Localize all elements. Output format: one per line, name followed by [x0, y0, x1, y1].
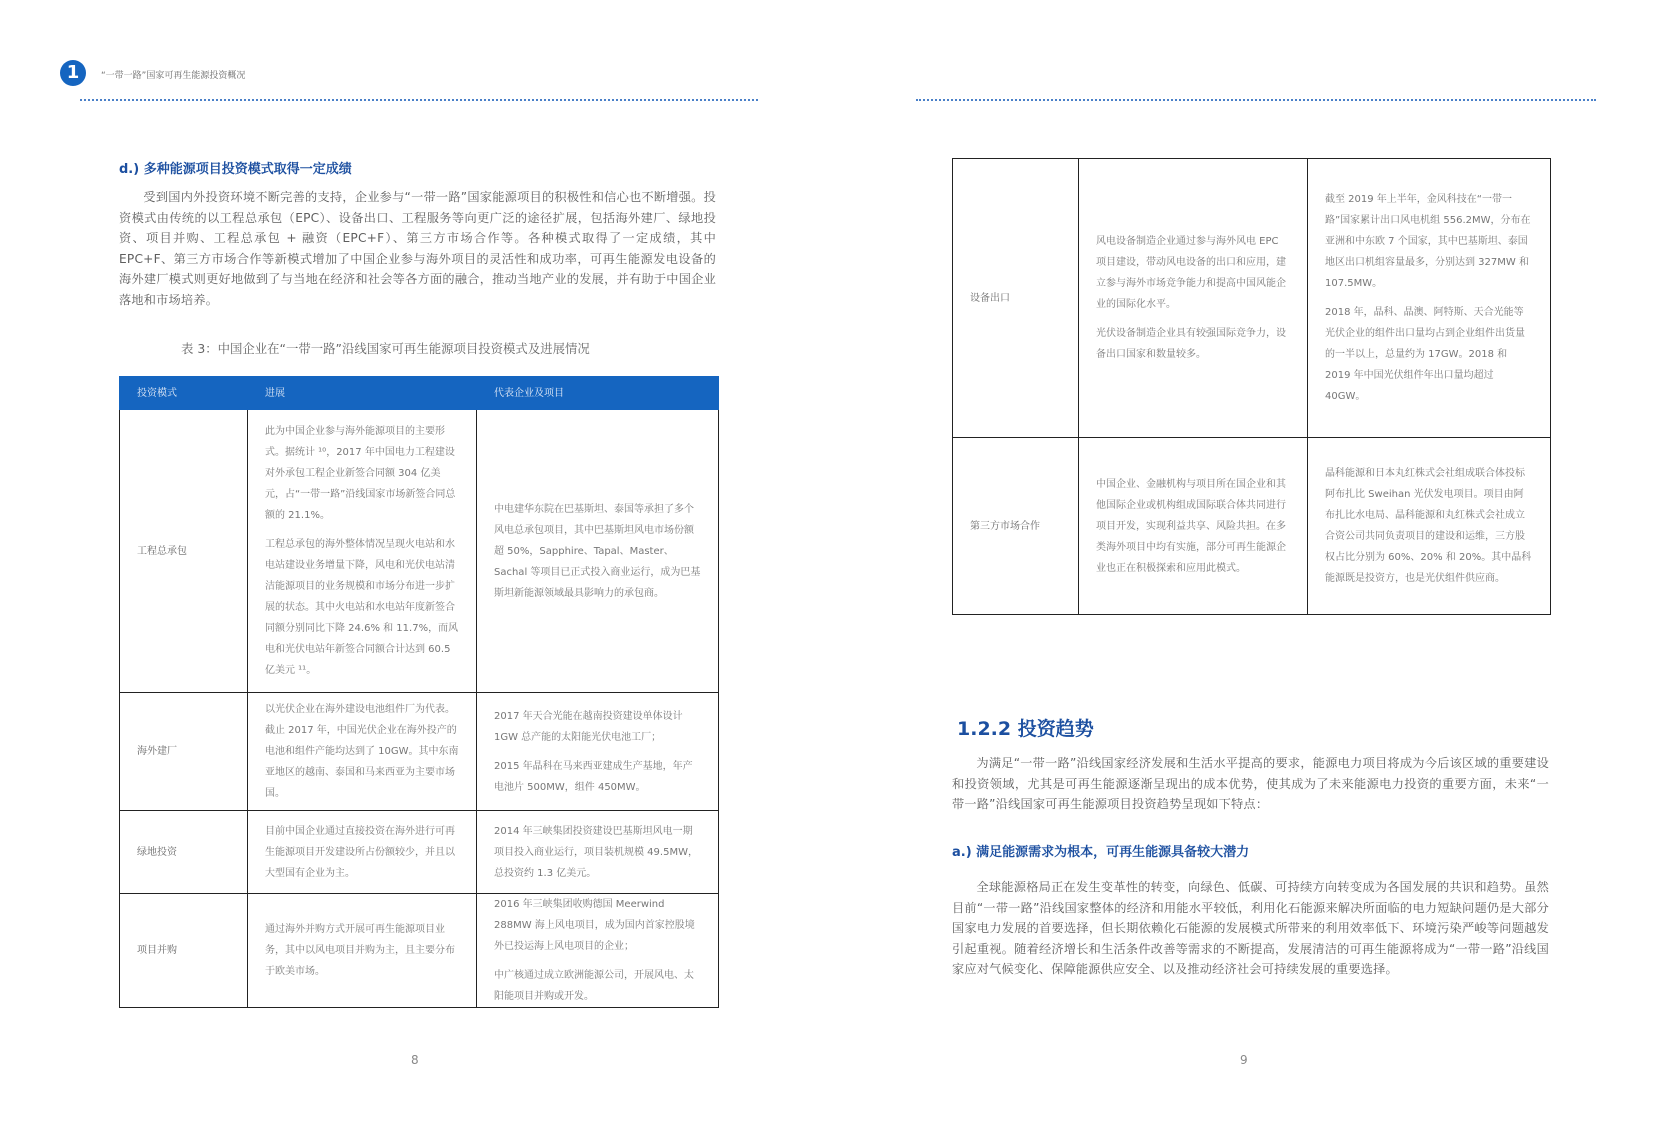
mode-cell: 设备出口 — [953, 159, 1079, 438]
section-title: 1.2.2 投资趋势 — [957, 718, 1094, 740]
cell-text: 2015 年晶科在马来西亚建成生产基地，年产电池片 500MW，组件 450MW。 — [494, 760, 693, 793]
cell-text: 风电设备制造企业通过参与海外风电 EPC 项目建设，带动风电设备的出口和应用，建立参与海外市场竞争能力和提高中国风能企业的国际化水平。 — [1096, 236, 1286, 310]
mode-cell: 绿地投资 — [120, 811, 248, 894]
header-divider-left — [80, 99, 758, 101]
page-number-right: 9 — [1240, 1053, 1248, 1067]
intro-paragraph: 为满足“一带一路”沿线国家经济发展和生活水平提高的要求，能源电力项目将成为今后该区域的重要建设和投资领域，尤其是可再生能源逐渐呈现出的成本优势，使其成为了未来能源电力投资的重要方面，未来“一带一路”沿线国家可再生能源项目投资趋势呈现如下特点： — [952, 756, 1549, 811]
mode-cell: 工程总承包 — [120, 410, 248, 693]
cell-text: 此为中国企业参与海外能源项目的主要形式。据统计 ¹⁰，2017 年中国电力工程建设对外承包工程企业新签合同额 304 亿美元，占“一带一路”沿线国家市场新签合同总额的 21.1%。 — [265, 426, 456, 521]
chapter-number-badge: 1 — [60, 60, 86, 86]
cell-text: 2018 年，晶科、晶澳、阿特斯、天合光能等光伏企业的组件出口量均占到企业组件出货量的一半以上，总量约为 17GW。2018 和 2019 年中国光伏组件年出口量均超过 40GW。 — [1325, 307, 1525, 402]
cell-text: 截至 2019 年上半年，金风科技在“一带一路”国家累计出口风电机组 556.2MW，分布在亚洲和中东欧 7 个国家，其中巴基斯坦、泰国地区出口机组容量最多，分别达到 327MW 和 107.5MW。 — [1325, 194, 1531, 289]
progress-cell — [248, 894, 477, 1008]
body-paragraph-right: 全球能源格局正在发生变革性的转变，向绿色、低碳、可持续方向转变成为各国发展的共识和趋势。虽然目前“一带一路”沿线国家整体的经济和用能水平较低，利用化石能源来解决所面临的电力短缺问题仍是大部分国家电力发展的首要选择，但长期依赖化石能源的发展模式所带来的利用效率低下、环境污染严峻等问题越发引起重视。随着经济增长和生活条件改善等需求的不断提高，发展清洁的可再生能源将成为“一带一路”沿线国家应对气候变化、保障能源供应安全、以及推动经济社会可持续发展的重要选择。 — [952, 880, 1549, 976]
header-divider-right — [916, 99, 1596, 101]
table-row — [120, 410, 719, 693]
column-header: 投资模式 — [120, 377, 248, 410]
table-row — [953, 438, 1551, 615]
cell-text: 光伏设备制造企业具有较强国际竞争力，设备出口国家和数量较多。 — [1096, 328, 1286, 360]
page-number-left: 8 — [411, 1053, 419, 1067]
body-paragraph: 受到国内外投资环境不断完善的支持，企业参与“一带一路”国家能源项目的积极性和信心也不断增强。投资模式由传统的以工程总承包（EPC）、设备出口、工程服务等向更广泛的途径扩展，包括海外建厂、绿地投资、项目并购、工程总承包 + 融资（EPC+F）、第三方市场合作等。各种模式取得了一定成绩，其中 EPC+F、第三方市场合作等新模式增加了中国企业参与海外项目的灵活性和成功率，可再生能源发电设备的海外建厂模式则更好地做到了与当地在经济和社会等各方面的融合，推动当地产业的发展，并有助于中国企业落地和市场培养。 — [119, 190, 716, 307]
table-header-row — [120, 377, 719, 410]
table-row — [120, 894, 719, 1008]
subsection-heading-a: a.) 满足能源需求为根本，可再生能源具备较大潜力 — [952, 845, 1250, 860]
cell-text: 2016 年三峡集团收购德国 Meerwind 288MW 海上风电项目，成为国内首家控股境外已投运海上风电项目的企业； — [494, 899, 695, 952]
progress-cell — [248, 811, 477, 894]
examples-cell — [477, 410, 719, 693]
column-header: 代表企业及项目 — [477, 377, 719, 410]
table-row — [120, 811, 719, 894]
running-header-title: “一带一路”国家可再生能源投资概况 — [101, 71, 246, 81]
table-row — [120, 693, 719, 811]
examples-cell — [1308, 159, 1551, 438]
cell-text: 2017 年天合光能在越南投资建设单体设计 1GW 总产能的太阳能光伏电池工厂； — [494, 710, 683, 743]
progress-cell — [248, 693, 477, 811]
examples-cell — [477, 693, 719, 811]
table-caption: 表 3：中国企业在“一带一路”沿线国家可再生能源项目投资模式及进展情况 — [181, 341, 590, 356]
table-row — [953, 159, 1551, 438]
examples-cell — [1308, 438, 1551, 615]
mode-cell: 项目并购 — [120, 894, 248, 1008]
cell-text: 中国企业、金融机构与项目所在国企业和其他国际企业或机构组成国际联合体共同进行项目开发，实现利益共享、风险共担。在多类海外项目中均有实施，部分可再生能源企业也正在积极探索和应用此模式。 — [1096, 478, 1286, 574]
cell-text: 以光伏企业在海外建设电池组件厂为代表。截止 2017 年，中国光伏企业在海外投产的电池和组件产能均达到了 10GW。其中东南亚地区的越南、泰国和马来西亚为主要市场国。 — [265, 704, 459, 799]
mode-cell: 第三方市场合作 — [953, 438, 1079, 615]
cell-text: 中广核通过成立欧洲能源公司，开展风电、太阳能项目并购或开发。 — [494, 970, 694, 1002]
progress-cell — [248, 410, 477, 693]
examples-cell — [477, 811, 719, 894]
progress-cell — [1079, 159, 1308, 438]
column-header: 进展 — [248, 377, 477, 410]
progress-cell — [1079, 438, 1308, 615]
mode-cell: 海外建厂 — [120, 693, 248, 811]
investment-mode-table-continued — [952, 158, 1551, 615]
cell-text: 通过海外并购方式开展可再生能源项目业务，其中以风电项目并购为主，且主要分布于欧美市场。 — [265, 924, 455, 977]
cell-text: 工程总承包的海外整体情况呈现火电站和水电站建设业务增量下降，风电和光伏电站清洁能源项目的业务规模和市场分布进一步扩展的状态。其中火电站和水电站年度新签合同额分别同比下降 24.6% 和 11.7%，而风电和光伏电站年新签合同额合计达到 60.5 亿美元 ¹¹。 — [265, 539, 459, 676]
cell-text: 晶科能源和日本丸红株式会社组成联合体投标阿布扎比 Sweihan 光伏发电项目。项目由阿布扎比水电局、晶科能源和丸红株式会社成立合资公司共同负责项目的建设和运维，三方股权占比分别为 60%、20% 和 20%。其中晶科能源既是投资方，也是光伏组件供应商。 — [1325, 468, 1532, 584]
cell-text: 2014 年三峡集团投资建设巴基斯坦风电一期项目投入商业运行，项目装机规模 49.5MW，总投资约 1.3 亿美元。 — [494, 825, 698, 879]
investment-mode-table — [119, 376, 719, 1008]
cell-text: 目前中国企业通过直接投资在海外进行可再生能源项目开发建设所占份额较少，并且以大型国有企业为主。 — [265, 825, 455, 879]
examples-cell — [477, 894, 719, 1008]
subsection-heading-d: d.) 多种能源项目投资模式取得一定成绩 — [119, 162, 352, 177]
cell-text: 中电建华东院在巴基斯坦、泰国等承担了多个风电总承包项目，其中巴基斯坦风电市场份额超 50%，Sapphire、Tapal、Master、Sachal 等项目已正式投入商业运行，成为巴基斯坦新能源领域最具影响力的承包商。 — [494, 503, 701, 599]
